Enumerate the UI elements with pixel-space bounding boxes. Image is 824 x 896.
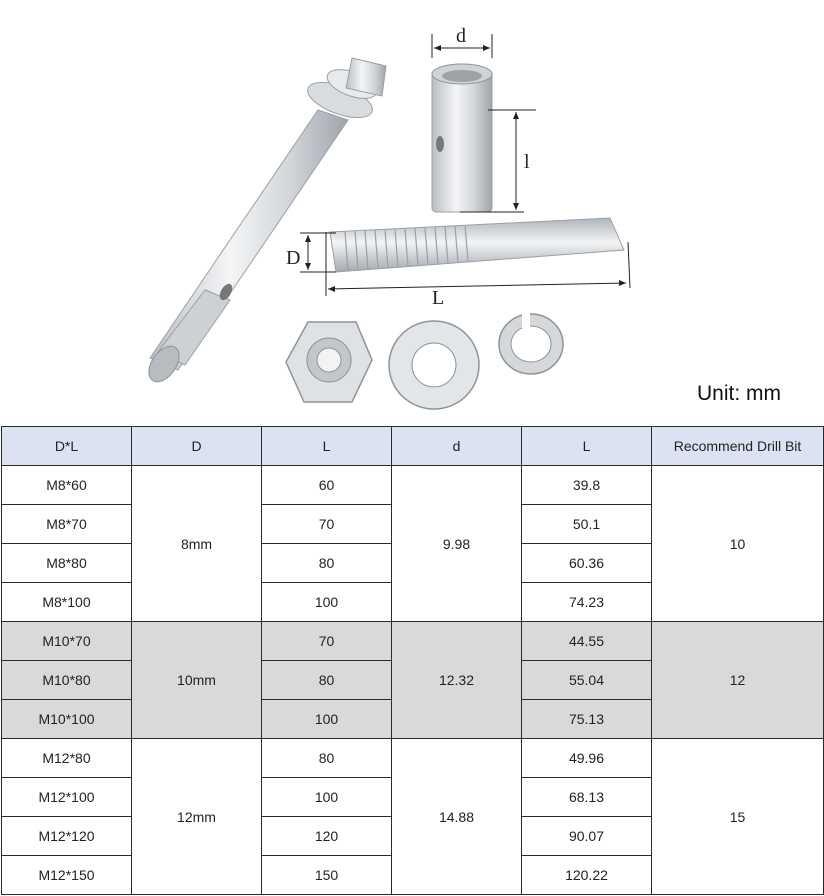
dim-label-D: D <box>286 247 301 269</box>
cell-l-total: 150 <box>262 856 392 895</box>
table-row <box>2 466 824 505</box>
cell-l-total: 100 <box>262 700 392 739</box>
unit-label: Unit: mm <box>697 382 781 405</box>
header-drill-bit: Recommend Drill Bit <box>652 427 824 466</box>
dim-label-l: l <box>524 151 530 173</box>
cell-dl: M12*150 <box>2 856 132 895</box>
cell-dl: M10*80 <box>2 661 132 700</box>
cell-l-sleeve: 60.36 <box>522 544 652 583</box>
cell-d-sleeve: 12.32 <box>392 622 522 739</box>
cell-dl: M10*100 <box>2 700 132 739</box>
header-d-outer: D <box>132 427 262 466</box>
cell-l-total: 120 <box>262 817 392 856</box>
dim-label-d: d <box>456 25 466 47</box>
cell-d-sleeve: 14.88 <box>392 739 522 895</box>
table-header-row <box>2 427 824 466</box>
table-row <box>2 622 824 661</box>
cell-l-sleeve: 49.96 <box>522 739 652 778</box>
cell-d-outer: 8mm <box>132 466 262 622</box>
spec-table <box>1 426 824 895</box>
cell-dl: M8*70 <box>2 505 132 544</box>
cell-l-sleeve: 120.22 <box>522 856 652 895</box>
dim-label-L: L <box>432 287 445 309</box>
cell-l-sleeve: 44.55 <box>522 622 652 661</box>
header-d-sleeve: d <box>392 427 522 466</box>
cell-dl: M8*80 <box>2 544 132 583</box>
cell-dl: M12*100 <box>2 778 132 817</box>
cell-l-total: 70 <box>262 622 392 661</box>
header-dl: D*L <box>2 427 132 466</box>
cell-l-sleeve: 50.1 <box>522 505 652 544</box>
cell-l-sleeve: 75.13 <box>522 700 652 739</box>
cell-l-total: 80 <box>262 661 392 700</box>
table-body <box>2 466 824 895</box>
cell-d-outer: 10mm <box>132 622 262 739</box>
cell-dl: M12*80 <box>2 739 132 778</box>
anchor-bolt-diagram <box>0 0 824 420</box>
cell-drill-bit: 15 <box>652 739 824 895</box>
cell-dl: M8*60 <box>2 466 132 505</box>
spring-washer-image <box>499 312 563 374</box>
cell-dl: M12*120 <box>2 817 132 856</box>
header-l-total: L <box>262 427 392 466</box>
cell-l-sleeve: 74.23 <box>522 583 652 622</box>
cell-l-sleeve: 68.13 <box>522 778 652 817</box>
cell-l-total: 80 <box>262 544 392 583</box>
cell-l-total: 100 <box>262 583 392 622</box>
sleeve-image <box>432 34 536 212</box>
header-l-sleeve: L <box>522 427 652 466</box>
threaded-bolt-image <box>300 218 630 296</box>
cell-drill-bit: 12 <box>652 622 824 739</box>
cell-dl: M8*100 <box>2 583 132 622</box>
table-row <box>2 739 824 778</box>
cell-l-total: 80 <box>262 739 392 778</box>
cell-drill-bit: 10 <box>652 466 824 622</box>
flat-washer-image <box>389 321 479 409</box>
cell-l-total: 100 <box>262 778 392 817</box>
cell-l-sleeve: 55.04 <box>522 661 652 700</box>
cell-l-total: 70 <box>262 505 392 544</box>
hex-nut-image <box>286 322 372 402</box>
cell-d-outer: 12mm <box>132 739 262 895</box>
cell-dl: M10*70 <box>2 622 132 661</box>
cell-l-sleeve: 39.8 <box>522 466 652 505</box>
cell-d-sleeve: 9.98 <box>392 466 522 622</box>
cell-l-sleeve: 90.07 <box>522 817 652 856</box>
cell-l-total: 60 <box>262 466 392 505</box>
